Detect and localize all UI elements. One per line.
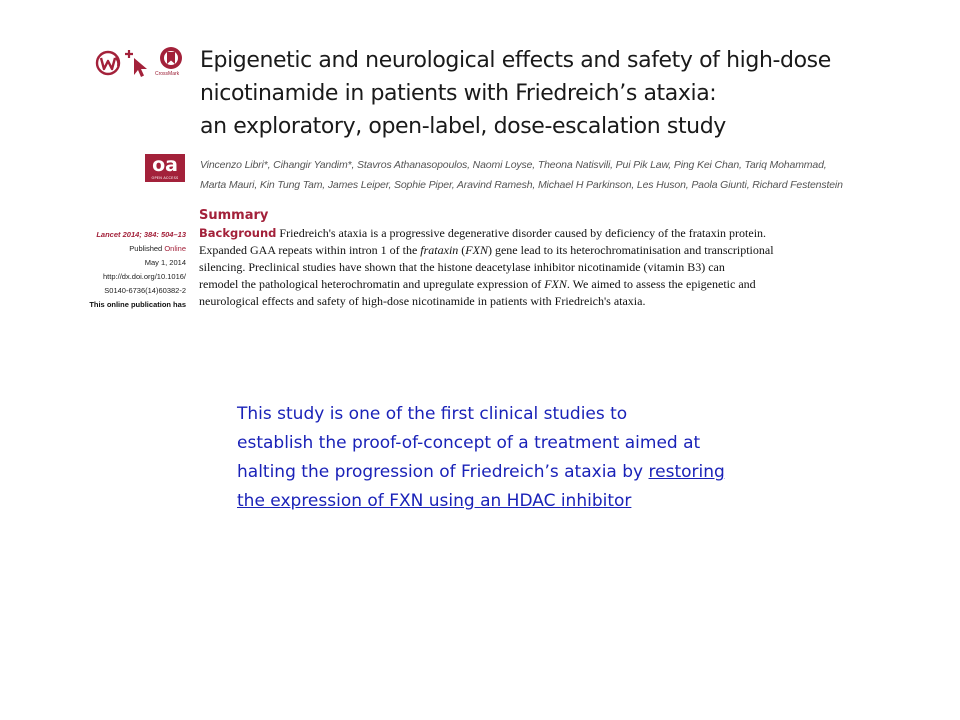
note-underlined-text: restoring (648, 462, 725, 482)
abstract-text: . We aimed to assess the epigenetic and (566, 277, 756, 291)
published-label: Published (129, 244, 163, 253)
abstract-text: ) gene lead to its heterochromatinisation and transcriptional (487, 243, 774, 257)
title-line: nicotinamide in patients with Friedreich’s ataxia: (200, 81, 717, 106)
doi-line[interactable]: http://dx.doi.org/10.1016/ (103, 272, 186, 281)
published-online (26, 242, 186, 256)
cursor-plus-icon (125, 48, 149, 78)
author-list (200, 155, 900, 195)
title-line: an exploratory, open-label, dose-escalation study (200, 114, 726, 139)
abstract-text: Friedreich's ataxia is a progressive degenerative disorder caused by deficiency of the frataxin protein. (276, 226, 767, 240)
frataxin-term: frataxin (420, 243, 459, 257)
w-at-icon (95, 50, 121, 76)
publication-note: This online publication has (89, 300, 186, 309)
summary-heading: Summary (199, 208, 269, 223)
note-line: establish the proof-of-concept of a treatment aimed at (237, 433, 701, 453)
crossmark-label: CrossMark (155, 71, 180, 77)
note-line (237, 458, 837, 487)
header-icons (95, 46, 193, 82)
abstract-line: silencing. Preclinical studies have shown that the histone deacetylase inhibitor nicotinamide (vitamin B3) can (199, 260, 725, 274)
abstract-line (199, 276, 889, 293)
abstract-text: remodel the pathological heterochromatin and upregulate expression of (199, 277, 545, 291)
abstract-line (199, 225, 889, 242)
oa-badge-subtext: OPEN ACCESS (151, 176, 179, 180)
author-line: Vincenzo Libri*, Cihangir Yandim*, Stavros Athanasopoulos, Naomi Loyse, Theona Natisvili, Pui Pik Law, Ping Kei Chan, Tariq Mohammad, (200, 159, 827, 171)
note-text: halting the progression of Friedreich’s ataxia by (237, 462, 649, 482)
open-access-badge (145, 154, 185, 182)
fxn-term: FXN (544, 277, 567, 291)
abstract-text: Expanded GAA repeats within intron 1 of the (199, 243, 421, 257)
abstract-text: ( (458, 243, 466, 257)
abstract-line (199, 242, 889, 259)
publication-date: May 1, 2014 (144, 258, 186, 267)
abstract-line: neurological effects and safety of high-dose nicotinamide in patients with Friedreich's ataxia. (199, 294, 646, 308)
slide-note (237, 400, 837, 516)
title-line: Epigenetic and neurological effects and safety of high-dose (200, 48, 831, 73)
article-title (200, 44, 900, 143)
author-line: Marta Mauri, Kin Tung Tam, James Leiper, Sophie Piper, Aravind Ramesh, Michael H Parkinson, Les Huson, Paola Giunti, Richard Festenstein (200, 179, 843, 191)
oa-badge-text: oa (152, 154, 178, 176)
fxn-term: FXN (465, 243, 488, 257)
background-label: Background (199, 226, 277, 240)
doi-line[interactable]: S0140-6736(14)60382-2 (104, 286, 186, 295)
online-link[interactable]: Online (164, 244, 186, 253)
note-underlined-line: the expression of FXN using an HDAC inhibitor (237, 491, 632, 511)
citation: Lancet 2014; 384: 504–13 (96, 230, 186, 239)
note-line: This study is one of the first clinical studies to (237, 404, 628, 424)
publication-sidebar (26, 228, 186, 312)
abstract-background (199, 225, 889, 310)
